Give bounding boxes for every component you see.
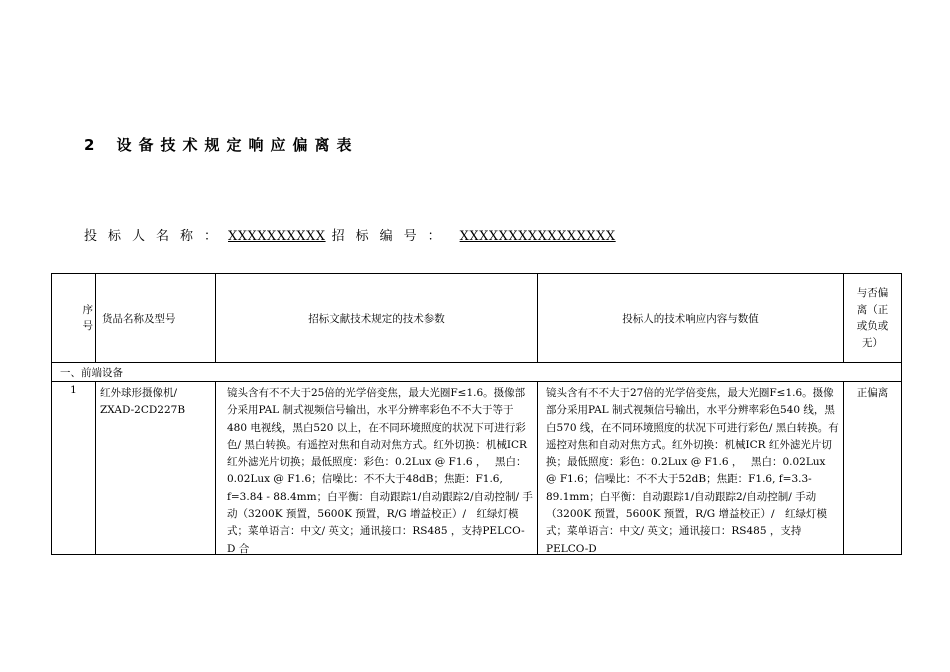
bidder-name-value: XXXXXXXXXX: [228, 229, 326, 244]
table-row: [52, 382, 902, 555]
table-header-row: [52, 274, 902, 363]
bidder-name-label: 投标人名称：: [84, 229, 229, 244]
header-tender-spec: 招标文献技术规定的技术参数: [216, 274, 538, 363]
section-label: 一、前端设备: [52, 363, 902, 382]
section-title: 设备技术规定响应偏离表: [116, 136, 359, 154]
row-deviation: 正偏离: [844, 382, 902, 555]
section-number: 2: [84, 136, 95, 154]
header-bidder-response: 投标人的技术响应内容与数值: [538, 274, 844, 363]
header-deviation: 与否偏离（正或负或无）: [844, 274, 902, 363]
row-tender-spec-cell: [216, 382, 538, 555]
row-tender-spec: 镜头含有不不大于25倍的光学倍变焦，最大光圈F≤1.6。摄像部分采用PAL 制式视频信号输出，水平分辨率彩色不不大于等于480 电视线，黑白520 以上，在不同环境照度的状况下可进行彩色/ 黑白转换。有遥控对焦和自动对焦方式。红外切换：机械ICR 红外滤光片切换；最低照度：彩色：0.2Lux @ F1.6 ， 黑白：0.02Lux @ F1.6；信噪比：不不大于48dB；焦距：F1.6, f=3.84 - 88.4mm；白平衡：自动跟踪1/自动跟踪2/自动控制/ 手动（3200K 预置，5600K 预置，R/G 增益校正）/ 红绿灯模式；菜单语言：中文/ 英文；通讯接口：RS485 ，支持PELCO-D 合: [227, 387, 533, 555]
bidder-info-line: [84, 225, 616, 244]
row-bidder-response-cell: [538, 382, 844, 555]
tender-code-value: XXXXXXXXXXXXXXXX: [459, 229, 616, 244]
row-item-name: 红外球形摄像机/ ZXAD-2CD227B: [96, 382, 216, 555]
deviation-table: [51, 273, 902, 555]
header-item-name: 货品名称及型号: [96, 274, 216, 363]
tender-code-label: 招标编号：: [331, 229, 452, 244]
row-bidder-response: 镜头含有不不大于27倍的光学倍变焦，最大光圈F≤1.6。摄像部分采用PAL 制式视频信号输出，水平分辨率彩色540 线，黑白570 线，在不同环境照度的状况下可进行彩色/ 黑白转换。有遥控对焦和自动对焦方式。红外切换：机械ICR 红外滤光片切换；最低照度：彩色：0.2Lux @ F1.6 ， 黑白：0.02Lux @ F1.6；信噪比：不不大于52dB；焦距：F1.6, f=3.3-89.1mm；白平衡：自动跟踪1/自动跟踪2/自动控制/ 手动（3200K 预置，5600K 预置，R/G 增益校正）/ 红绿灯模式；菜单语言：中文/ 英文；通讯接口：RS485 ，支持PELCO-D: [546, 387, 839, 555]
row-serial-no: 1: [52, 382, 96, 555]
section-row: [52, 363, 902, 382]
header-serial-no: 序号: [52, 274, 96, 363]
section-heading: [84, 134, 358, 155]
